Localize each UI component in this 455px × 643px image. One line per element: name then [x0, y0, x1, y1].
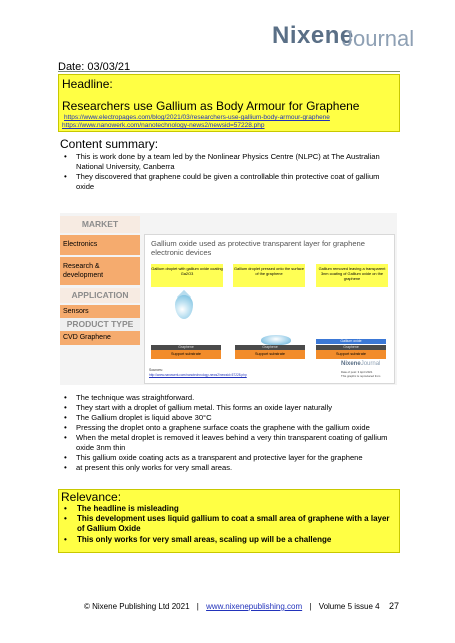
application-item: Sensors: [60, 305, 140, 319]
list-item: • They discovered that graphene could be given a controllable thin protective coat of gallium oxide: [60, 172, 398, 192]
substrate-layer: Support substrate: [316, 350, 386, 359]
figure-mini-date: Date of post: 3 April 2021: [341, 370, 373, 374]
graphene-layer: Graphene: [235, 345, 305, 350]
graphene-layer: Graphene: [151, 345, 221, 350]
footer-volume: Volume 5 issue 4: [318, 602, 380, 611]
list-item: • When the metal droplet is removed it leaves behind a very thin transparent coating of gallium oxide 3nm thin: [60, 433, 398, 453]
footer-separator: |: [309, 602, 312, 611]
mini-logo-main: Nixene: [341, 361, 361, 367]
application-header: APPLICATION: [60, 288, 140, 303]
product-type-item: CVD Graphene: [60, 331, 140, 345]
relevance-box: [58, 489, 400, 553]
figure-source-label: Sources:: [149, 368, 163, 372]
journal-logo: [272, 22, 415, 56]
details-list: [60, 393, 398, 473]
list-item: • This development uses liquid gallium to coat a small area of graphene with a layer of Gallium Oxide: [59, 514, 399, 534]
step-3-label: Gallium removed leaving a transparent 3nm coating of Gallium oxide on the graphene: [316, 264, 388, 287]
market-header: MARKET: [60, 216, 140, 233]
logo-journal-text: Journal: [342, 26, 415, 51]
relevance-list: [59, 504, 399, 545]
headline-box: [58, 74, 400, 132]
process-diagram: [144, 234, 395, 384]
figure-mini-logo: [341, 361, 380, 367]
date-label: Date: 03/03/21: [58, 61, 131, 73]
classification-column: [60, 213, 140, 385]
substrate-layer: Support substrate: [151, 350, 221, 359]
figure-mini-source: This graphic is reproduced from: [341, 374, 381, 378]
step-1-label: Gallium droplet with gallium oxide coating Ga2O3: [151, 264, 223, 287]
footer-separator: |: [196, 602, 199, 611]
summary-figure: [60, 213, 397, 385]
figure-source-link[interactable]: http://www.nanowerk.com/nanotechnology-news2/newsid=57228.php: [149, 373, 247, 377]
substrate-layer: Support substrate: [235, 350, 305, 359]
page-number: 27: [389, 601, 400, 611]
gallium-oxide-layer: Gallium oxide: [316, 339, 386, 344]
footer-website-link[interactable]: www.nixenepublishing.com: [206, 602, 303, 611]
list-item: • The technique was straightforward.: [60, 393, 398, 403]
gallium-droplet-icon: [175, 295, 193, 319]
list-item: • This only works for very small areas, scaling up will be a challenge: [59, 535, 399, 545]
source-link-nanowerk[interactable]: https://www.nanowerk.com/nanotechnology-news2/newsid=57228.php: [62, 122, 265, 129]
summary-list: [60, 152, 398, 192]
diagram-title: Gallium oxide used as protective transparent layer for graphene electronic devices: [151, 239, 366, 257]
logo-nixene-text: Nixene: [272, 22, 354, 49]
content-summary-heading: Content summary:: [60, 137, 159, 151]
footer-copyright: © Nixene Publishing Ltd 2021: [84, 602, 190, 611]
market-item: Electronics: [60, 235, 140, 255]
list-item: • at present this only works for very small areas.: [60, 463, 398, 473]
list-item: • This gallium oxide coating acts as a transparent and protective layer for the graphene: [60, 453, 398, 463]
graphene-layer: Graphene: [316, 345, 386, 350]
pressed-droplet-icon: [261, 335, 291, 345]
headline-text: Researchers use Gallium as Body Armour for Graphene: [62, 99, 360, 113]
page-footer: [84, 602, 380, 611]
relevance-label: Relevance:: [61, 490, 122, 504]
product-type-header: PRODUCT TYPE: [60, 318, 140, 331]
list-item: • They start with a droplet of gallium metal. This forms an oxide layer naturally: [60, 403, 398, 413]
list-item: • This is work done by a team led by the Nonlinear Physics Centre (NLPC) at The Australian National University, Canberra: [60, 152, 398, 172]
source-link-electropages[interactable]: https://www.electropages.com/blog/2021/03/researchers-use-gallium-body-armour-graphene: [64, 114, 330, 121]
step-2-label: Gallium droplet pressed onto the surface of the graphene: [233, 264, 305, 287]
list-item: • Pressing the droplet onto a graphene surface coats the graphene with the gallium oxide: [60, 423, 398, 433]
date-bar: [58, 57, 400, 72]
headline-label: Headline:: [62, 77, 113, 91]
market-item: Research & development: [60, 257, 140, 285]
mini-logo-sub: Journal: [360, 361, 381, 367]
list-item: • The headline is misleading: [59, 504, 399, 514]
list-item: • The Gallium droplet is liquid above 30°C: [60, 413, 398, 423]
